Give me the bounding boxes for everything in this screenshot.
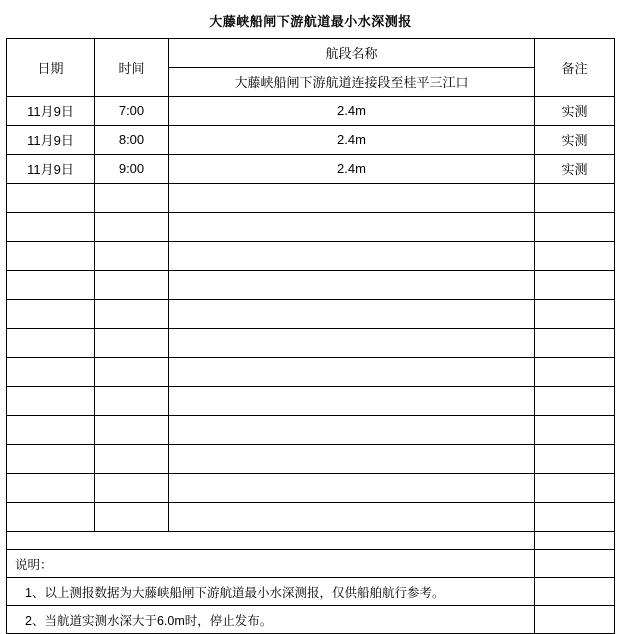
header-row-1 — [7, 38, 615, 67]
cell-remark — [535, 502, 615, 531]
table-row-empty — [7, 473, 615, 502]
cell-time — [95, 328, 169, 357]
depth-report-table — [6, 4, 615, 532]
cell-time — [95, 270, 169, 299]
cell-remark — [535, 270, 615, 299]
cell-depth — [169, 386, 535, 415]
cell-date — [7, 212, 95, 241]
page-title: 大藤峡船闸下游航道最小水深测报 — [7, 4, 615, 38]
cell-depth — [169, 415, 535, 444]
cell-date — [7, 270, 95, 299]
title-row — [7, 4, 615, 38]
cell-depth — [169, 241, 535, 270]
cell-depth — [169, 212, 535, 241]
notes-spacer-row — [7, 532, 615, 550]
cell-date — [7, 502, 95, 531]
cell-date — [7, 183, 95, 212]
table-row-empty — [7, 212, 615, 241]
cell-time: 8:00 — [95, 125, 169, 154]
cell-remark — [535, 444, 615, 473]
table-row-empty — [7, 183, 615, 212]
cell-time — [95, 415, 169, 444]
cell-depth — [169, 328, 535, 357]
notes-spacer-left — [7, 532, 535, 550]
cell-date — [7, 299, 95, 328]
table-row-empty — [7, 241, 615, 270]
cell-depth: 2.4m — [169, 154, 535, 183]
cell-time: 9:00 — [95, 154, 169, 183]
cell-remark — [535, 415, 615, 444]
cell-date: 11月9日 — [7, 125, 95, 154]
cell-depth — [169, 183, 535, 212]
cell-date: 11月9日 — [7, 96, 95, 125]
cell-remark — [535, 473, 615, 502]
cell-time — [95, 444, 169, 473]
cell-date: 11月9日 — [7, 154, 95, 183]
cell-date — [7, 241, 95, 270]
table-row-empty — [7, 270, 615, 299]
table-row-empty — [7, 328, 615, 357]
table-row — [7, 96, 615, 125]
notes-spacer-right — [535, 532, 615, 550]
cell-time — [95, 183, 169, 212]
cell-time — [95, 502, 169, 531]
notes-item-1-right — [535, 578, 615, 606]
cell-date — [7, 415, 95, 444]
cell-time — [95, 212, 169, 241]
header-date: 日期 — [7, 38, 95, 96]
table-row-empty — [7, 502, 615, 531]
notes-block — [6, 532, 615, 634]
notes-heading: 说明： — [7, 550, 535, 578]
cell-remark — [535, 299, 615, 328]
cell-date — [7, 386, 95, 415]
notes-heading-row — [7, 550, 615, 578]
header-section-group: 航段名称 — [169, 38, 535, 67]
cell-remark: 实测 — [535, 96, 615, 125]
cell-remark: 实测 — [535, 154, 615, 183]
table-row-empty — [7, 357, 615, 386]
cell-time — [95, 386, 169, 415]
cell-depth: 2.4m — [169, 125, 535, 154]
header-remark: 备注 — [535, 38, 615, 96]
cell-remark — [535, 357, 615, 386]
table-row-empty — [7, 415, 615, 444]
notes-item-row — [7, 578, 615, 606]
cell-depth — [169, 299, 535, 328]
cell-time — [95, 357, 169, 386]
cell-depth — [169, 444, 535, 473]
cell-remark — [535, 241, 615, 270]
cell-time — [95, 241, 169, 270]
cell-depth: 2.4m — [169, 96, 535, 125]
table-row — [7, 154, 615, 183]
cell-depth — [169, 357, 535, 386]
cell-time: 7:00 — [95, 96, 169, 125]
table-row-empty — [7, 386, 615, 415]
notes-item-1: 1、以上测报数据为大藤峡船闸下游航道最小水深测报，仅供船舶航行参考。 — [7, 578, 535, 606]
table-row-empty — [7, 299, 615, 328]
notes-item-row — [7, 606, 615, 634]
notes-heading-right — [535, 550, 615, 578]
notes-item-2: 2、当航道实测水深大于6.0m时，停止发布。 — [7, 606, 535, 634]
table-row — [7, 125, 615, 154]
notes-item-2-right — [535, 606, 615, 634]
header-time: 时间 — [95, 38, 169, 96]
cell-depth — [169, 473, 535, 502]
header-section-detail: 大藤峡船闸下游航道连接段至桂平三江口 — [169, 67, 535, 96]
cell-date — [7, 357, 95, 386]
cell-remark — [535, 212, 615, 241]
cell-remark: 实测 — [535, 125, 615, 154]
cell-time — [95, 299, 169, 328]
cell-depth — [169, 270, 535, 299]
cell-date — [7, 328, 95, 357]
cell-remark — [535, 183, 615, 212]
cell-time — [95, 473, 169, 502]
cell-date — [7, 473, 95, 502]
report-sheet — [0, 4, 620, 573]
table-row-empty — [7, 444, 615, 473]
cell-depth — [169, 502, 535, 531]
cell-remark — [535, 328, 615, 357]
cell-remark — [535, 386, 615, 415]
cell-date — [7, 444, 95, 473]
